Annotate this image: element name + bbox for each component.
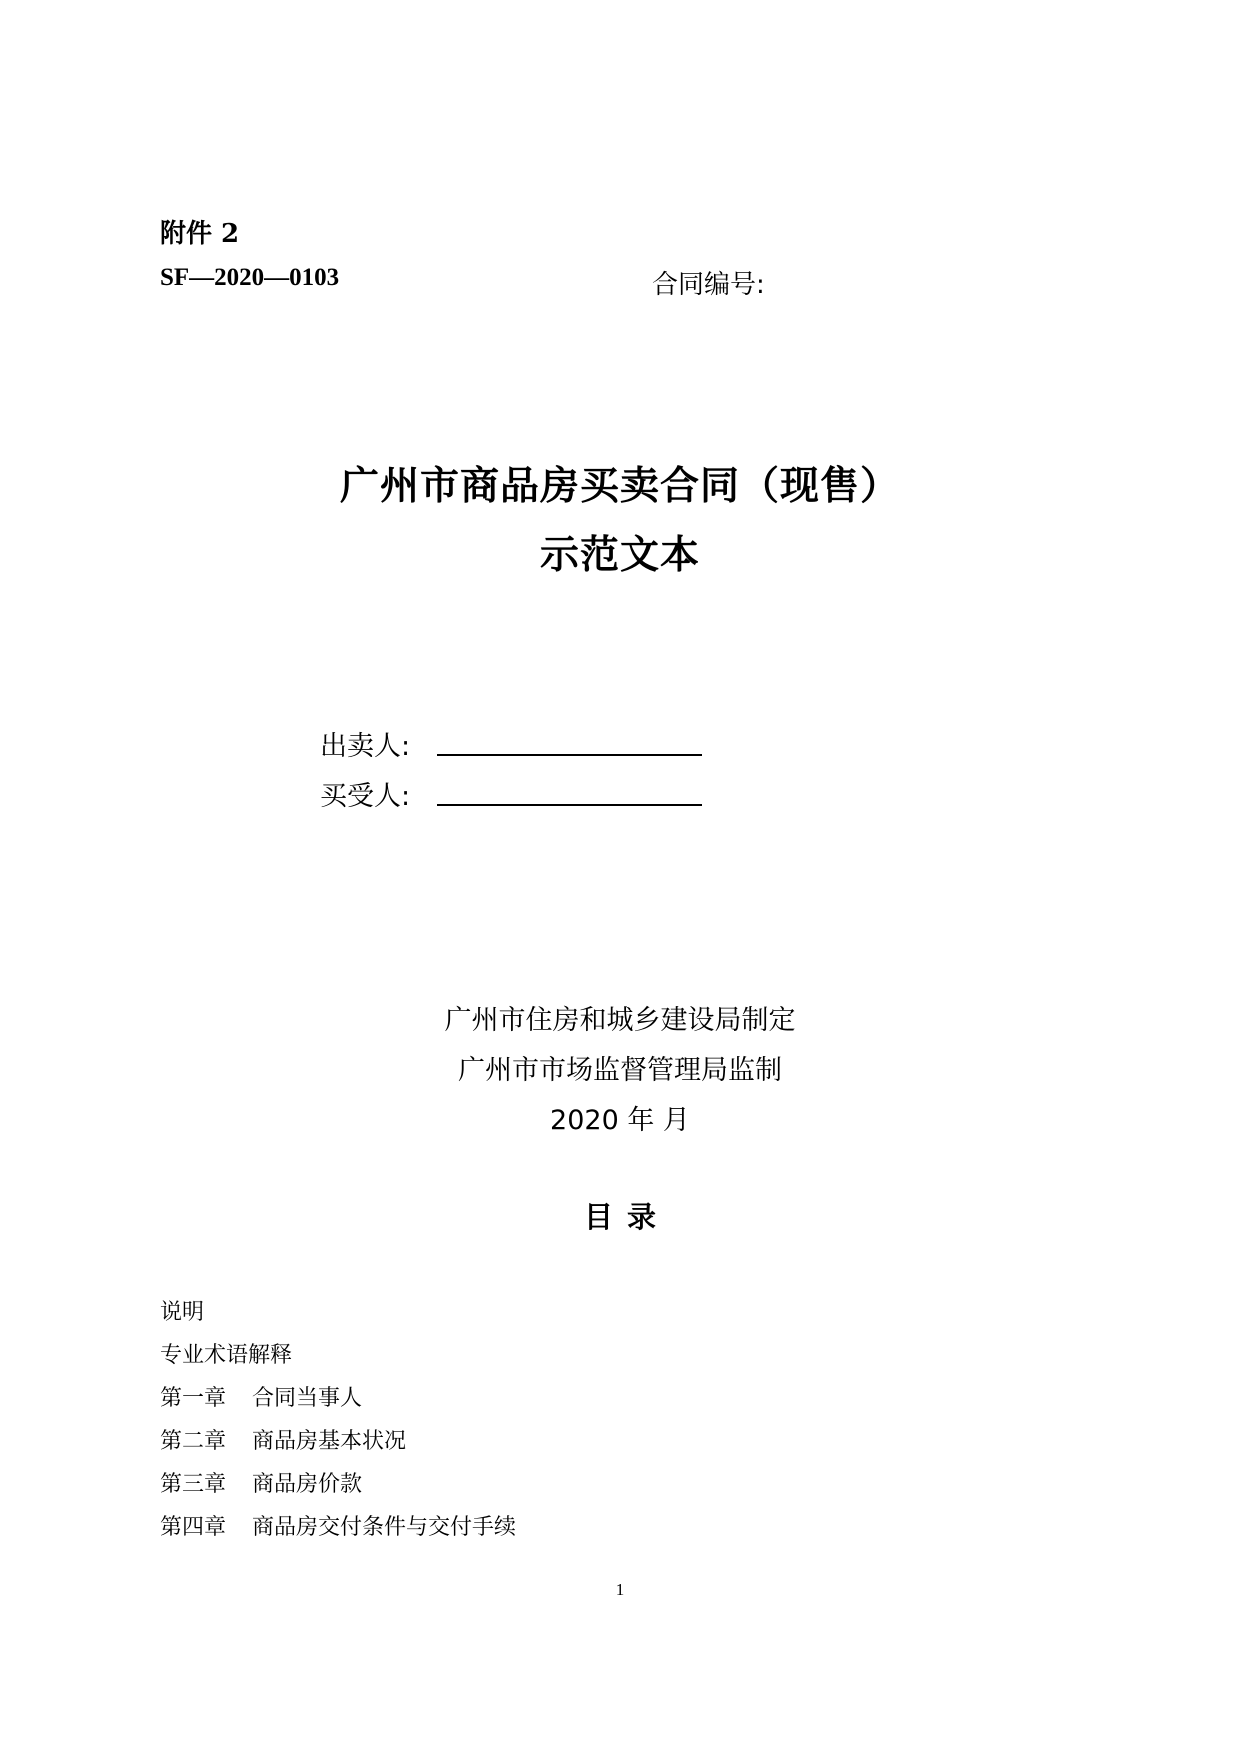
document-code: SF—2020—0103 [160,264,340,291]
toc-item-text: 合同当事人 [252,1386,363,1411]
buyer-label: 买受人: [320,781,411,812]
toc-item-text: 说明 [160,1300,205,1325]
toc-item-chapter: 第四章 [160,1515,227,1540]
toc-item [160,1381,362,1412]
toc-item-text: 商品房交付条件与交付手续 [252,1515,517,1540]
toc-title: 目录 [583,1200,670,1234]
toc-item-text: 商品房价款 [252,1472,363,1497]
toc-item [160,1510,516,1541]
toc-item [160,1295,204,1326]
issuer-line-2: 广州市市场监督管理局监制 [458,1055,782,1086]
toc-item-chapter: 第三章 [160,1472,227,1497]
attachment-label: 附件 2 [160,219,240,249]
page-number: 1 [615,1580,625,1599]
toc-item [160,1338,292,1369]
toc-item [160,1467,362,1498]
contract-number-label: 合同编号: [652,270,765,300]
issuer-line-1: 广州市住房和城乡建设局制定 [444,1005,796,1036]
toc-item-chapter: 第二章 [160,1429,227,1454]
buyer-blank-line [437,804,702,806]
toc-item-text: 商品房基本状况 [252,1429,407,1454]
issue-date: 2020 年 月 [550,1105,690,1136]
document-title: 广州市商品房买卖合同（现售） [339,464,900,509]
seller-blank-line [437,754,702,756]
toc-item-text: 专业术语解释 [160,1343,293,1368]
toc-item-chapter: 第一章 [160,1386,227,1411]
seller-label: 出卖人: [320,731,411,762]
toc-item [160,1424,406,1455]
document-subtitle: 示范文本 [539,533,700,578]
